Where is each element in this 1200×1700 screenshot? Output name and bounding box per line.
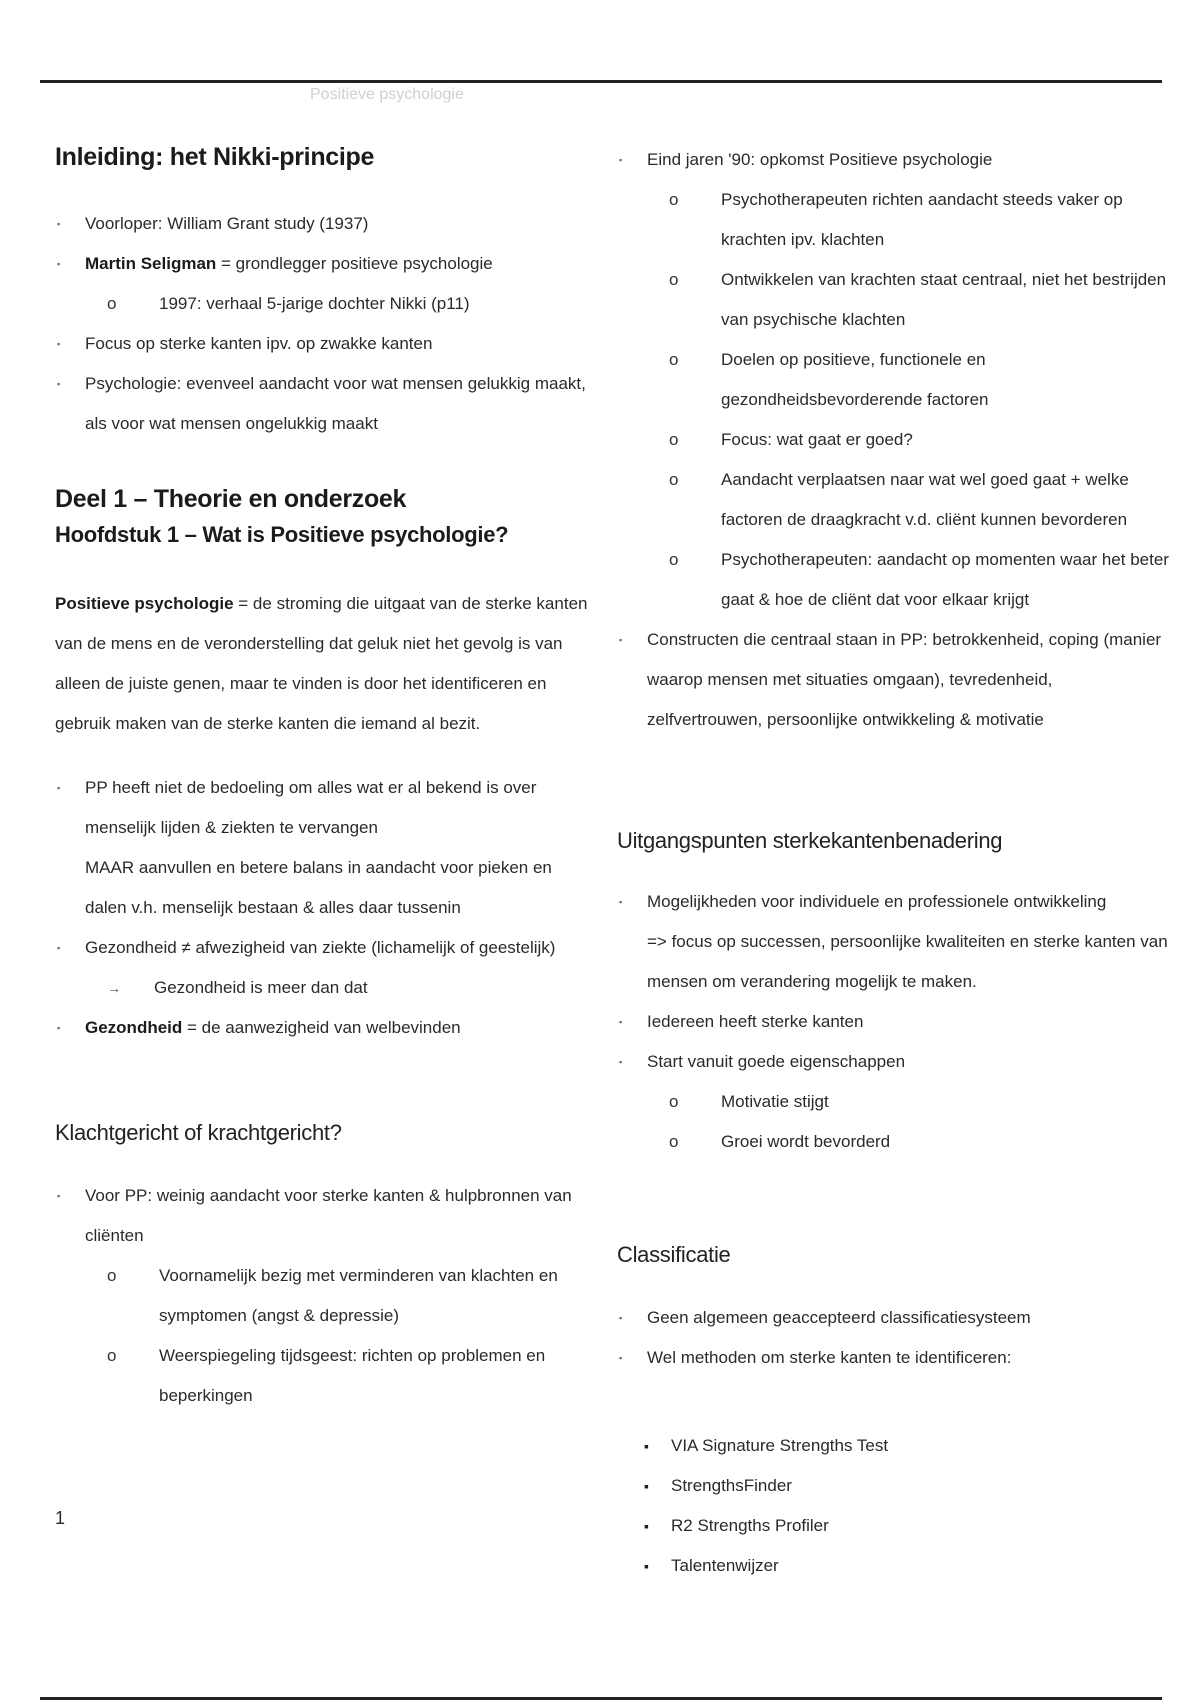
section-title-klacht: Klachtgericht of krachtgericht? — [55, 1120, 342, 1145]
klacht-list — [55, 1176, 595, 1416]
top-rule — [40, 80, 1162, 83]
section-title-uitgang: Uitgangspunten sterkekantenbenadering — [617, 828, 1003, 853]
section-title-classificatie: Classificatie — [617, 1242, 731, 1267]
list-item: ▪ Gezondheid ≠ afwezigheid van ziekte (lichamelijk of geestelijk) — [55, 928, 595, 968]
sub-list-item: o Aandacht verplaatsen naar wat wel goed gaat + welke factoren de draagkracht v.d. cliënt kunnen bevorderen — [669, 460, 1172, 540]
part-title: Deel 1 – Theorie en onderzoek — [55, 485, 407, 513]
list-item: ▪ Voor PP: weinig aandacht voor sterke kanten & hulpbronnen van cliënten — [55, 1176, 595, 1256]
tool-item: ▪ StrengthsFinder — [644, 1466, 1172, 1506]
sub-list-item: o Voornamelijk bezig met verminderen van klachten en symptomen (angst & depressie) — [107, 1256, 595, 1336]
sub-list-item: o Psychotherapeuten richten aandacht steeds vaker op krachten ipv. klachten — [669, 180, 1172, 260]
list-item: ▪ Geen algemeen geaccepteerd classificatiesysteem — [617, 1298, 1172, 1338]
sub-list-item: o Psychotherapeuten: aandacht op momenten waar het beter gaat & hoe de cliënt dat voor elkaar krijgt — [669, 540, 1172, 620]
tool-item: ▪ Talentenwijzer — [644, 1546, 1172, 1586]
list-item: ▪ Psychologie: evenveel aandacht voor wat mensen gelukkig maakt, als voor wat mensen ongelukkig maakt — [55, 364, 595, 444]
list-item: ▪ Iedereen heeft sterke kanten — [617, 1002, 1172, 1042]
tools-list — [617, 1426, 1172, 1586]
list-item: ▪ Start vanuit goede eigenschappen — [617, 1042, 1172, 1082]
list-item: ▪ Gezondheid = de aanwezigheid van welbevinden — [55, 1008, 595, 1048]
list-item: ▪ Voorloper: William Grant study (1937) — [55, 204, 595, 244]
sub-list-item: o Motivatie stijgt — [669, 1082, 1172, 1122]
list-item: ▪ Constructen die centraal staan in PP: betrokkenheid, coping (manier waarop mensen met situaties omgaan), tevredenheid, zelfvertrouwen, persoonlijke ontwikkeling & motivatie — [617, 620, 1172, 740]
list-item: ▪ Wel methoden om sterke kanten te identificeren: — [617, 1338, 1172, 1378]
list-item: ▪ Focus op sterke kanten ipv. op zwakke kanten — [55, 324, 595, 364]
part1-list — [55, 768, 595, 1048]
page-number: 1 — [55, 1508, 66, 1528]
sub-list-item: o Focus: wat gaat er goed? — [669, 420, 1172, 460]
nineties-list — [617, 140, 1172, 740]
intro-list — [55, 204, 595, 444]
list-item: ▪ PP heeft niet de bedoeling om alles wat er al bekend is over menselijk lijden & ziekten te vervangen MAAR aanvullen en betere balans in aandacht voor pieken en dalen v.h. menselijk bestaan & alles daar tussenin — [55, 768, 595, 928]
classificatie-list — [617, 1298, 1172, 1378]
sub-list-item: o Ontwikkelen van krachten staat centraal, niet het bestrijden van psychische klachten — [669, 260, 1172, 340]
list-item: ▪ Mogelijkheden voor individuele en professionele ontwikkeling => focus op successen, persoonlijke kwaliteiten en sterke kanten van mensen om verandering mogelijk te maken. — [617, 882, 1172, 1002]
right-column — [617, 140, 1172, 1586]
running-header: Positieve psychologie — [310, 86, 464, 103]
uitgang-list — [617, 882, 1172, 1162]
section-title-intro: Inleiding: het Nikki-principe — [55, 143, 375, 171]
arrow-item: → Gezondheid is meer dan dat — [107, 968, 595, 1008]
sub-list-item: o Groei wordt bevorderd — [669, 1122, 1172, 1162]
left-column — [55, 140, 595, 1416]
sub-list-item: o Doelen op positieve, functionele en gezondheidsbevorderende factoren — [669, 340, 1172, 420]
list-item: ▪ Eind jaren '90: opkomst Positieve psychologie — [617, 140, 1172, 180]
tool-item: ▪ VIA Signature Strengths Test — [644, 1426, 1172, 1466]
list-item: ▪ Martin Seligman = grondlegger positieve psychologie — [55, 244, 595, 284]
definition-paragraph: Positieve psychologie = de stroming die uitgaat van de sterke kanten van de mens en de veronderstelling dat geluk niet het gevolg is van alleen de juiste genen, maar te vinden is door het identificeren en gebruik maken van de sterke kanten die iemand al bezit. — [55, 594, 588, 733]
tool-item: ▪ R2 Strengths Profiler — [644, 1506, 1172, 1546]
sub-list-item: o Weerspiegeling tijdsgeest: richten op problemen en beperkingen — [107, 1336, 595, 1416]
chapter-title: Hoofdstuk 1 – Wat is Positieve psychologie? — [55, 522, 509, 547]
sub-list-item: o 1997: verhaal 5-jarige dochter Nikki (p11) — [107, 284, 595, 324]
